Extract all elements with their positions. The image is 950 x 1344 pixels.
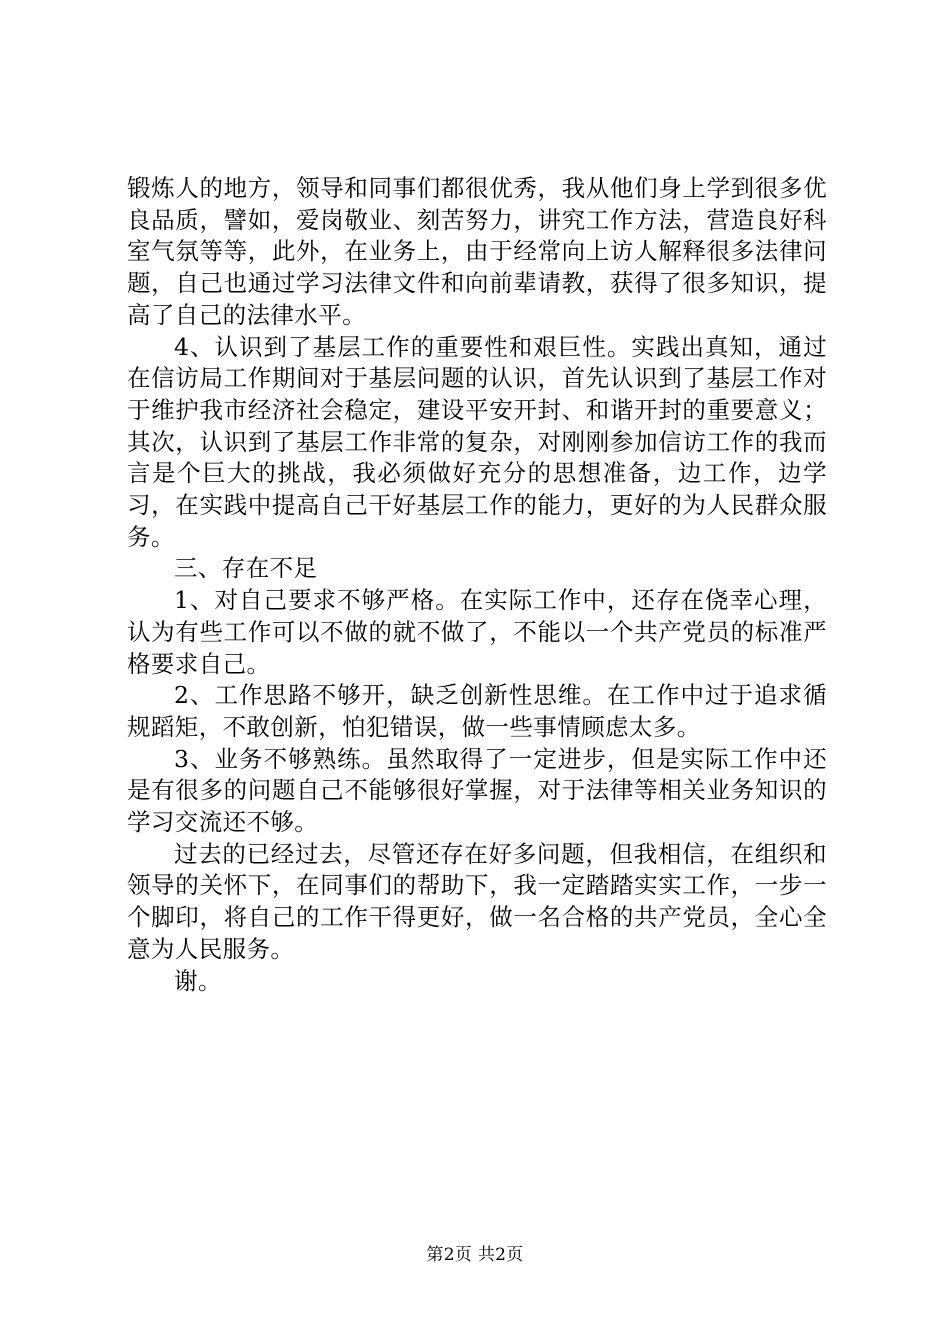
page-number: 第2页 共2页 (426, 1245, 524, 1265)
body-paragraph-shortcoming-3: 3、业务不够熟练。虽然取得了一定进步，但是实际工作中还是有很多的问题自己不能够很好掌握，对于法律等相关业务知识的学习交流还不够。 (127, 744, 827, 837)
body-paragraph-shortcoming-1: 1、对自己要求不够严格。在实际工作中，还存在侥幸心理，认为有些工作可以不做的就不做了，不能以一个共产党员的标准严格要求自己。 (127, 586, 827, 678)
page-footer (0, 1245, 950, 1265)
section-heading-shortcomings: 三、存在不足 (174, 554, 318, 583)
body-paragraph-point-4: 4、认识到了基层工作的重要性和艰巨性。实践出真知，通过在信访局工作期间对于基层问题的认识，首先认识到了基层工作对于维护我市经济社会稳定，建设平安开封、和谐开封的重要意义；其次，认识到了基层工作非常的复杂，对刚刚参加信访工作的我而言是个巨大的挑战，我必须做好充分的思想准备，边工作，边学习，在实践中提高自己干好基层工作的能力，更好的为人民群众服务。 (127, 332, 827, 551)
body-paragraph-shortcoming-2: 2、工作思路不够开，缺乏创新性思维。在工作中过于追求循规蹈矩，不敢创新，怕犯错误，做一些事情顾虑太多。 (127, 681, 827, 741)
body-paragraph-conclusion: 过去的已经过去，尽管还存在好多问题，但我相信，在组织和领导的关怀下，在同事们的帮助下，我一定踏踏实实工作，一步一个脚印，将自己的工作干得更好，做一名合格的共产党员，全心全意为人民服务。 (127, 839, 827, 963)
document-body (127, 173, 827, 997)
body-paragraph-continuation: 锻炼人的地方，领导和同事们都很优秀，我从他们身上学到很多优良品质，譬如，爱岗敬业、刻苦努力，讲究工作方法，营造良好科室气氛等等，此外，在业务上，由于经常向上访人解释很多法律问题，自己也通过学习法律文件和向前辈请教，获得了很多知识，提高了自己的法律水平。 (127, 174, 827, 329)
body-paragraph-closing: 谢。 (174, 966, 222, 995)
